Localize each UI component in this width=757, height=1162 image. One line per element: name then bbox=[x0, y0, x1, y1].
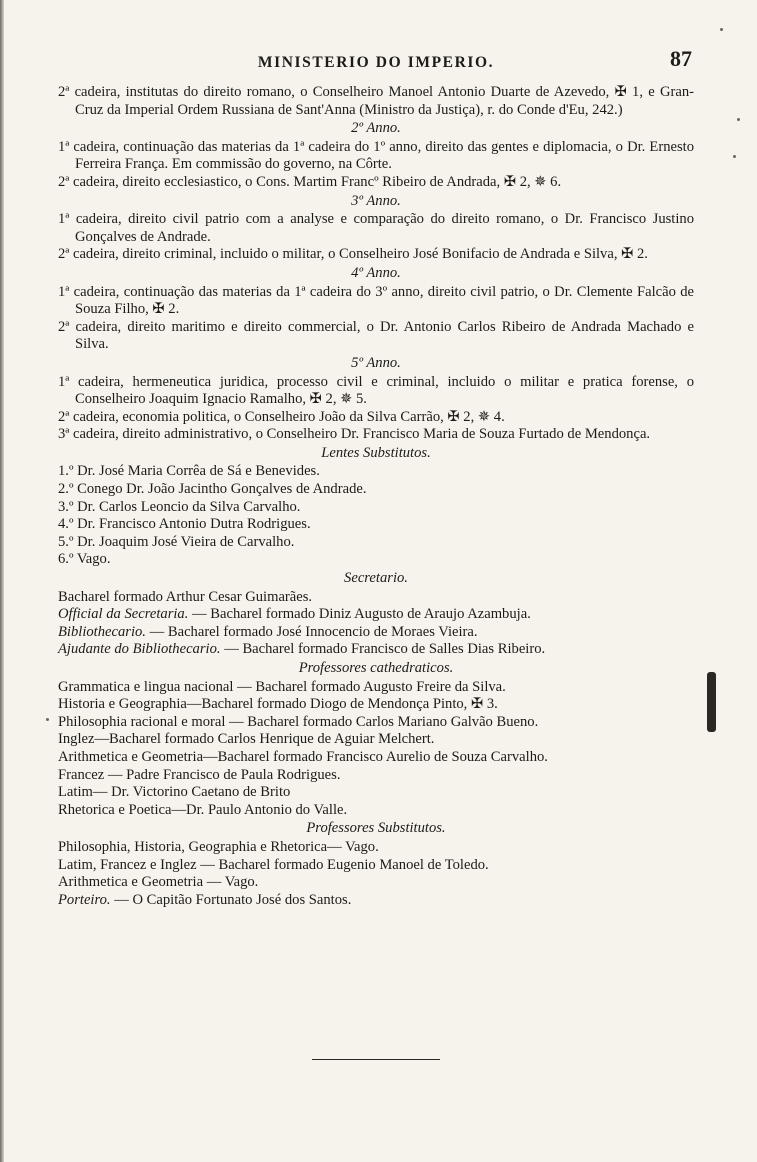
staff-entry bbox=[58, 624, 694, 642]
section-heading: Professores cathedraticos. bbox=[298, 660, 454, 676]
list-item: Francez — Padre Francisco de Paula Rodrigues. bbox=[58, 766, 341, 783]
list-item: Latim— Dr. Victorino Caetano de Brito bbox=[58, 784, 291, 801]
chair-entry: 1ª cadeira, hermeneutica juridica, processo civil e criminal, incluido o militar e pratica forense, o Conselheiro Joaquim Ignacio Ramalho, ✠ 2, ✵ 5. bbox=[58, 373, 694, 408]
speck bbox=[737, 118, 740, 121]
staff-entry bbox=[58, 606, 694, 624]
chair-entry: 2ª cadeira, direito criminal, incluido o militar, o Conselheiro José Bonifacio de Andrada e Silva, ✠ 2. bbox=[58, 246, 648, 263]
staff-role-label: Ajudante do Bibliothecario. bbox=[58, 641, 221, 658]
staff-role-label: Porteiro. bbox=[58, 891, 111, 908]
section-heading: Professores Substitutos. bbox=[306, 820, 446, 837]
section-heading: 4º Anno. bbox=[351, 264, 401, 281]
staff-entry bbox=[58, 892, 694, 910]
closing-rule bbox=[312, 1059, 440, 1060]
list-item: 3.º Dr. Carlos Leoncio da Silva Carvalho. bbox=[58, 498, 301, 515]
chair-entry: 1ª cadeira, direito civil patrio com a analyse e comparação do direito romano, o Dr. Francisco Justino Gonçalves de Andrade. bbox=[58, 211, 694, 245]
staff-role-label: Official da Secretaria. bbox=[58, 606, 189, 623]
chair-entry: 2ª cadeira, institutas do direito romano, o Conselheiro Manoel Antonio Duarte de Azevedo, ✠ 1, e Gran-Cruz da Imperial Ordem Russiana de Sant'Anna (Ministro da Justiça), r. do Conde d'Eu, 242.) bbox=[58, 84, 694, 118]
staff-name: — Bacharel formado José Innocencio de Moraes Vieira. bbox=[145, 623, 478, 640]
list-item: Arithmetica e Geometria — Vago. bbox=[58, 874, 259, 891]
list-item: 2.º Conego Dr. João Jacintho Gonçalves de Andrade. bbox=[58, 481, 367, 498]
section-heading: 3º Anno. bbox=[351, 192, 401, 209]
list-item: 4.º Dr. Francisco Antonio Dutra Rodrigues. bbox=[58, 516, 311, 533]
list-item: Philosophia, Historia, Geographia e Rhetorica— Vago. bbox=[58, 838, 379, 855]
document-body bbox=[58, 84, 694, 909]
staff-entry bbox=[58, 641, 694, 659]
staff-name: — O Capitão Fortunato José dos Santos. bbox=[110, 891, 352, 908]
page-edge-shadow bbox=[0, 0, 4, 1162]
chair-entry: 2ª cadeira, direito ecclesiastico, o Cons. Martim Francº Ribeiro de Andrada, ✠ 2, ✵ 6. bbox=[58, 173, 562, 190]
document-page bbox=[58, 46, 694, 909]
chair-entry: 3ª cadeira, direito administrativo, o Conselheiro Dr. Francisco Maria de Souza Furtado de Mendonça. bbox=[58, 426, 651, 443]
list-item: Philosophia racional e moral — Bacharel formado Carlos Mariano Galvão Bueno. bbox=[58, 713, 539, 730]
speck bbox=[46, 718, 49, 721]
list-item: Bacharel formado Arthur Cesar Guimarães. bbox=[58, 588, 313, 605]
speck bbox=[720, 28, 723, 31]
section-heading: Secretario. bbox=[344, 570, 408, 587]
running-header bbox=[58, 46, 694, 80]
list-item: Latim, Francez e Inglez — Bacharel formado Eugenio Manoel de Toledo. bbox=[58, 856, 489, 873]
list-item: 6.º Vago. bbox=[58, 551, 111, 568]
list-item: Arithmetica e Geometria—Bacharel formado Francisco Aurelio de Souza Carvalho. bbox=[58, 748, 548, 765]
chair-entry: 1ª cadeira, continuação das materias da 1ª cadeira do 1º anno, direito das gentes e diplomacia, o Dr. Ernesto Ferreira França. Em commissão do governo, na Côrte. bbox=[58, 138, 694, 173]
section-heading: 2º Anno. bbox=[351, 120, 401, 137]
chair-entry: 2ª cadeira, direito maritimo e direito commercial, o Dr. Antonio Carlos Ribeiro de Andrada Machado e Silva. bbox=[58, 318, 694, 353]
ink-blot bbox=[707, 672, 716, 732]
page-number: 87 bbox=[670, 46, 692, 71]
list-item: Grammatica e lingua nacional — Bacharel formado Augusto Freire da Silva. bbox=[58, 678, 506, 695]
page-title: MINISTERIO DO IMPERIO. bbox=[257, 54, 495, 71]
list-item: 5.º Dr. Joaquim José Vieira de Carvalho. bbox=[58, 533, 295, 550]
staff-name: — Bacharel formado Francisco de Salles Dias Ribeiro. bbox=[220, 641, 546, 658]
chair-entry: 2ª cadeira, economia politica, o Conselheiro João da Silva Carrão, ✠ 2, ✵ 4. bbox=[58, 408, 505, 425]
staff-name: — Bacharel formado Diniz Augusto de Araujo Azambuja. bbox=[188, 606, 531, 623]
speck bbox=[733, 155, 736, 158]
list-item: Rhetorica e Poetica—Dr. Paulo Antonio do Valle. bbox=[58, 801, 348, 818]
section-heading: 5º Anno. bbox=[351, 354, 401, 371]
list-item: Inglez—Bacharel formado Carlos Henrique de Aguiar Melchert. bbox=[58, 731, 435, 748]
list-item: 1.º Dr. José Maria Corrêa de Sá e Benevides. bbox=[58, 463, 320, 480]
section-heading: Lentes Substitutos. bbox=[321, 444, 431, 461]
list-item: Historia e Geographia—Bacharel formado Diogo de Mendonça Pinto, ✠ 3. bbox=[58, 696, 498, 713]
chair-entry: 1ª cadeira, continuação das materias da 1ª cadeira do 3º anno, direito civil patrio, o Dr. Clemente Falcão de Souza Filho, ✠ 2. bbox=[58, 283, 694, 318]
staff-role-label: Bibliothecario. bbox=[58, 623, 146, 640]
